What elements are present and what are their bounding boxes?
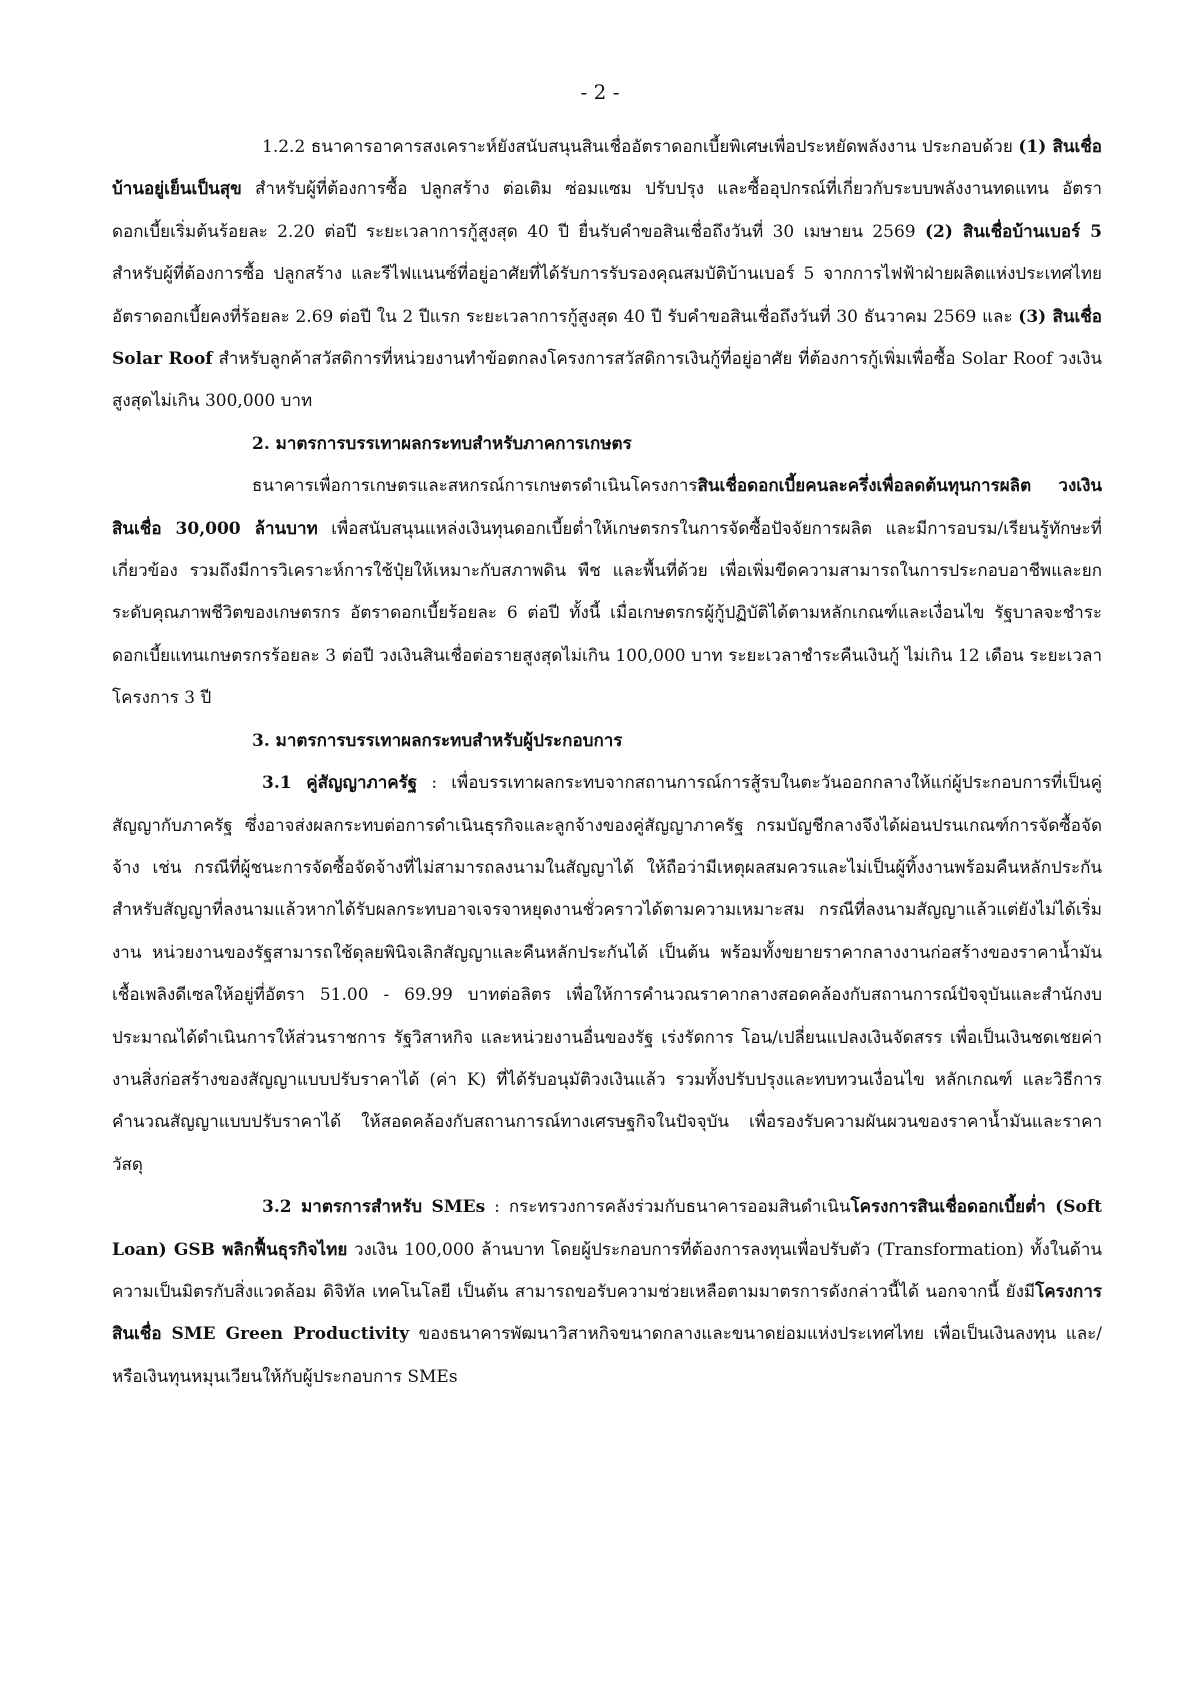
text-run: ของธนาคารพัฒนาวิสาหกิจขนาดกลางและขนาดย่อมแห่งประเทศไทย เพื่อเป็นเงินลงทุน และ/หรือเงินทุนหมุนเวียนให้กับผู้ประกอบการ SMEs bbox=[112, 1324, 1102, 1387]
text-run: สำหรับลูกค้าสวัสดิการที่หน่วยงานทำข้อตกลงโครงการสวัสดิการเงินกู้ที่อยู่อาศัย ที่ต้องการกู้เพิ่มเพื่อซื้อ Solar Roof วงเงินสูงสุดไม่เกิน 300,000 บาท bbox=[112, 349, 1102, 412]
paragraph-3-1 bbox=[112, 762, 1102, 1186]
bold-run: (2) สินเชื่อบ้านเบอร์ 5 bbox=[925, 221, 1103, 242]
bold-run: (1) สินเชื่อบ้านอยู่เย็นเป็นสุข bbox=[112, 137, 1103, 200]
text-run: 1.2.2 ธนาคารอาคารสงเคราะห์ยังสนับสนุนสินเชื่ออัตราดอกเบี้ยพิเศษเพื่อประหยัดพลังงาน ประกอบด้วย bbox=[262, 137, 1019, 157]
text-run: สำหรับผู้ที่ต้องการซื้อ ปลูกสร้าง และรีไฟแนนซ์ที่อยู่อาศัยที่ได้รับการรับรองคุณสมบัติบ้านเบอร์ 5 จากการไฟฟ้าฝ่ายผลิตแห่งประเทศไทย อัตราดอกเบี้ยคงที่ร้อยละ 2.69 ต่อปี ใน 2 ปีแรก ระยะเวลาการกู้สูงสุด 40 ปี รับคำขอสินเชื่อถึงวันที่ 30 ธันวาคม 2569 และ bbox=[112, 264, 1102, 327]
bold-run: (3) สินเชื่อ Solar Roof bbox=[112, 306, 1102, 370]
text-run: : เพื่อบรรเทาผลกระทบจากสถานการณ์การสู้รบในตะวันออกกลางให้แก่ผู้ประกอบการที่เป็นคู่สัญญากับภาครัฐ ซึ่งอาจส่งผลกระทบต่อการดำเนินธุรกิจและลูกจ้างของคู่สัญญาภาครัฐ กรมบัญชีกลางจึงได้ผ่อนปรนเกณฑ์การจัดซื้อจัดจ้าง เช่น กรณีที่ผู้ชนะการจัดซื้อจัดจ้างที่ไม่สามารถลงนามในสัญญาได้ ให้ถือว่ามีเหตุผลสมควรและไม่เป็นผู้ทิ้งงานพร้อมคืนหลักประกัน สำหรับสัญญาที่ลงนามแล้วหากได้รับผลกระทบอาจเจรจาหยุดงานชั่วคราวได้ตามความเหมาะสม กรณีที่ลงนามสัญญาแล้วแต่ยังไม่ได้เริ่มงาน หน่วยงานของรัฐสามารถใช้ดุลยพินิจเลิกสัญญาและคืนหลักประกันได้ เป็นต้น พร้อมทั้งขยายราคากลางงานก่อสร้างของราคาน้ำมันเชื้อเพลิงดีเซลให้อยู่ที่อัตรา 51.00 - 69.99 บาทต่อลิตร เพื่อให้การคำนวณราคากลางสอดคล้องกับสถานการณ์ปัจจุบันและสำนักงบประมาณได้ดำเนินการให้ส่วนราชการ รัฐวิสาหกิจ และหน่วยงานอื่นของรัฐ เร่งรัดการ โอน/เปลี่ยนแปลงเงินจัดสรร เพื่อเป็นเงินชดเชยค่างานสิ่งก่อสร้างของสัญญาแบบปรับราคาได้ (ค่า K) ที่ได้รับอนุมัติวงเงินแล้ว รวมทั้งปรับปรุงและทบทวนเงื่อนไข หลักเกณฑ์ และวิธีการคำนวณสัญญาแบบปรับราคาได้ ให้สอดคล้องกับสถานการณ์ทางเศรษฐกิจในปัจจุบัน เพื่อรองรับความผันผวนของราคาน้ำมันและราคาวัสดุ bbox=[112, 773, 1102, 1175]
text-run: ธนาคารเพื่อการเกษตรและสหกรณ์การเกษตรดำเนินโครงการ bbox=[252, 476, 698, 497]
paragraph-section-2 bbox=[112, 465, 1102, 719]
bold-run: 3.1 คู่สัญญาภาครัฐ bbox=[262, 773, 418, 794]
bold-run: 3.2 มาตรการสำหรับ SMEs bbox=[262, 1197, 486, 1218]
text-run: : กระทรวงการคลังร่วมกับธนาคารออมสินดำเนิน bbox=[485, 1197, 851, 1218]
text-run: วงเงิน 100,000 ล้านบาท โดยผู้ประกอบการที่ต้องการลงทุนเพื่อปรับตัว (Transformation) ทั้งในด้านความเป็นมิตรกับสิ่งแวดล้อม ดิจิทัล เทคโนโลยี เป็นต้น สามารถขอรับความช่วยเหลือตามมาตรการดังกล่าวนี้ได้ นอกจากนี้ ยังมี bbox=[112, 1239, 1102, 1302]
text-run: เพื่อสนับสนุนแหล่งเงินทุนดอกเบี้ยต่ำให้เกษตรกรในการจัดซื้อปัจจัยการผลิต และมีการอบรม/เรียนรู้ทักษะที่เกี่ยวข้อง รวมถึงมีการวิเคราะห์การใช้ปุ๋ยให้เหมาะกับสภาพดิน พืช และพื้นที่ด้วย เพื่อเพิ่มขีดความสามารถในการประกอบอาชีพและยกระดับคุณภาพชีวิตของเกษตรกร อัตราดอกเบี้ยร้อยละ 6 ต่อปี ทั้งนี้ เมื่อเกษตรกรผู้กู้ปฏิบัติได้ตามหลักเกณฑ์และเงื่อนไข รัฐบาลจะชำระดอกเบี้ยแทนเกษตรกรร้อยละ 3 ต่อปี วงเงินสินเชื่อต่อรายสูงสุดไม่เกิน 100,000 บาท ระยะเวลาชำระคืนเงินกู้ ไม่เกิน 12 เดือน ระยะเวลาโครงการ 3 ปี bbox=[112, 518, 1102, 709]
heading-section-3: 3. มาตรการบรรเทาผลกระทบสำหรับผู้ประกอบการ bbox=[252, 730, 623, 751]
paragraph-1-2-2 bbox=[112, 126, 1102, 423]
text-run: สำหรับผู้ที่ต้องการซื้อ ปลูกสร้าง ต่อเติม ซ่อมแซม ปรับปรุง และซื้ออุปกรณ์ที่เกี่ยวกับระบบพลังงานทดแทน อัตราดอกเบี้ยเริ่มต้นร้อยละ 2.20 ต่อปี ระยะเวลาการกู้สูงสุด 40 ปี ยื่นรับคำขอสินเชื่อถึงวันที่ 30 เมษายน 2569 bbox=[112, 179, 1102, 242]
page-number: - 2 - bbox=[580, 80, 620, 104]
document-body bbox=[112, 126, 1102, 1398]
heading-section-2: 2. มาตรการบรรเทาผลกระทบสำหรับภาคการเกษตร bbox=[252, 433, 632, 454]
bold-run: โครงการสินเชื่อ SME Green Productivity bbox=[112, 1281, 1102, 1345]
paragraph-3-2 bbox=[112, 1186, 1102, 1398]
bold-run: สินเชื่อดอกเบี้ยคนละครึ่งเพื่อลดต้นทุนการผลิต วงเงินสินเชื่อ 30,000 ล้านบาท bbox=[112, 476, 1102, 539]
bold-run: โครงการสินเชื่อดอกเบี้ยต่ำ (Soft Loan) GSB พลิกฟื้นธุรกิจไทย bbox=[112, 1197, 1103, 1260]
